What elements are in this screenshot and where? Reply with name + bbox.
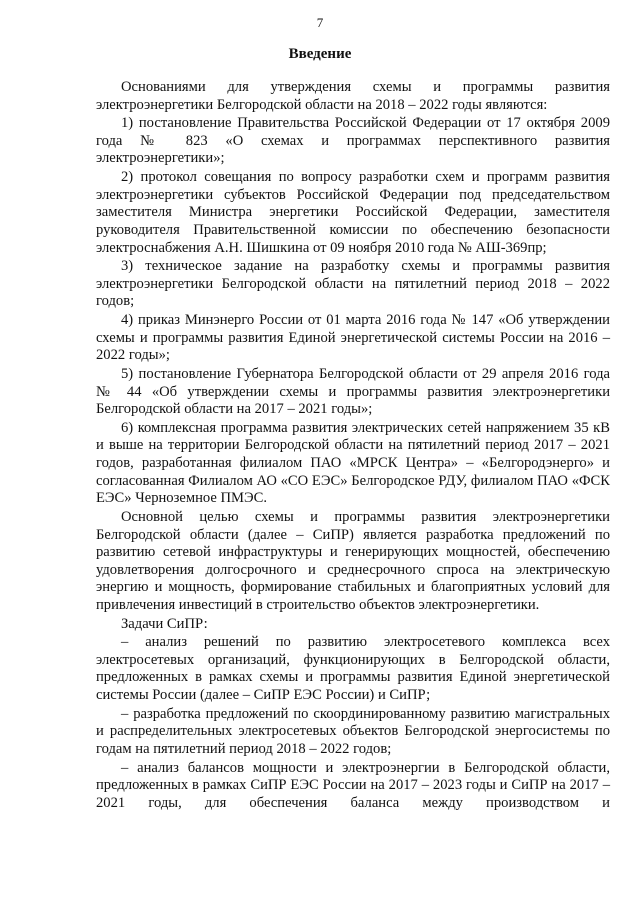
section-title: Введение	[288, 46, 352, 62]
paragraph-goal: Основной целью схемы и программы развития электроэнергетики Белгородской области (далее – СиПР) является разработка предложений по развитию сетевой инфраструктуры и генерирующих мощностей, обеспечению удовлетворения долгосрочного и среднесрочного спроса на электрическую энергию и мощность, формирование стабильных и благоприятных условий для привлечения инвестиций в строительство объектов электроэнергетики.	[96, 508, 610, 613]
paragraph-task-2: – разработка предложений по скоординированному развитию магистральных и распределительных электросетевых объектов Белгородской энергосистемы по годам на пятилетний период 2018 – 2022 годов;	[96, 705, 610, 757]
paragraph-task-3: – анализ балансов мощности и электроэнергии в Белгородской области, предложенных в рамках СиПР ЕЭС России на 2017 – 2023 годы и СиПР на 2017 – 2021 годы, для обеспечения баланса между производством и	[96, 759, 610, 811]
document-body	[96, 79, 610, 813]
paragraph-item-4: 4) приказ Минэнерго России от 01 марта 2016 года № 147 «Об утверждении схемы и программы развития Единой энергетической системы России на 2016 – 2022 годы»;	[96, 312, 610, 364]
paragraph-item-2: 2) протокол совещания по вопросу разработки схем и программ развития электроэнергетики субъектов Российской Федерации под председательством заместителя Министра энергетики Российской Федерации, заместителя руководителя Правительственной комиссии по обеспечению безопасности электроснабжения А.Н. Шишкина от 09 ноября 2010 года № АШ-369пр;	[96, 169, 610, 256]
paragraph-tasks-heading: Задачи СиПР:	[121, 615, 208, 632]
paragraph-item-1: 1) постановление Правительства Российской Федерации от 17 октября 2009 года № 823 «О схемах и программах перспективного развития электроэнергетики»;	[96, 115, 610, 167]
paragraph-item-6: 6) комплексная программа развития электрических сетей напряжением 35 кВ и выше на территории Белгородской области на пятилетний период 2017 – 2021 годов, разработанная филиалом ПАО «МРСК Центра» – «Белгородэнерго» и согласованная Филиалом АО «СО ЕЭС» Белгородское РДУ, филиалом ПАО «ФСК ЕЭС» Черноземное ПМЭС.	[96, 419, 610, 507]
paragraph-task-1: – анализ решений по развитию электросетевого комплекса всех электросетевых организаций, функционирующих в Белгородской области, предложенных в рамках схемы и программы развития Единой энергетической системы России (далее – СиПР ЕЭС России) и СиПР;	[96, 634, 610, 704]
page-number: 7	[316, 15, 324, 30]
paragraph-intro: Основаниями для утверждения схемы и программы развития электроэнергетики Белгородской области на 2018 – 2022 годы являются:	[96, 79, 610, 113]
paragraph-item-5: 5) постановление Губернатора Белгородской области от 29 апреля 2016 года № 44 «Об утверждении схемы и программы развития электроэнергетики Белгородской области на 2017 – 2021 годы»;	[96, 365, 610, 418]
paragraph-item-3: 3) техническое задание на разработку схемы и программы развития электроэнергетики Белгородской области на пятилетний период 2018 – 2022 годов;	[96, 258, 610, 310]
